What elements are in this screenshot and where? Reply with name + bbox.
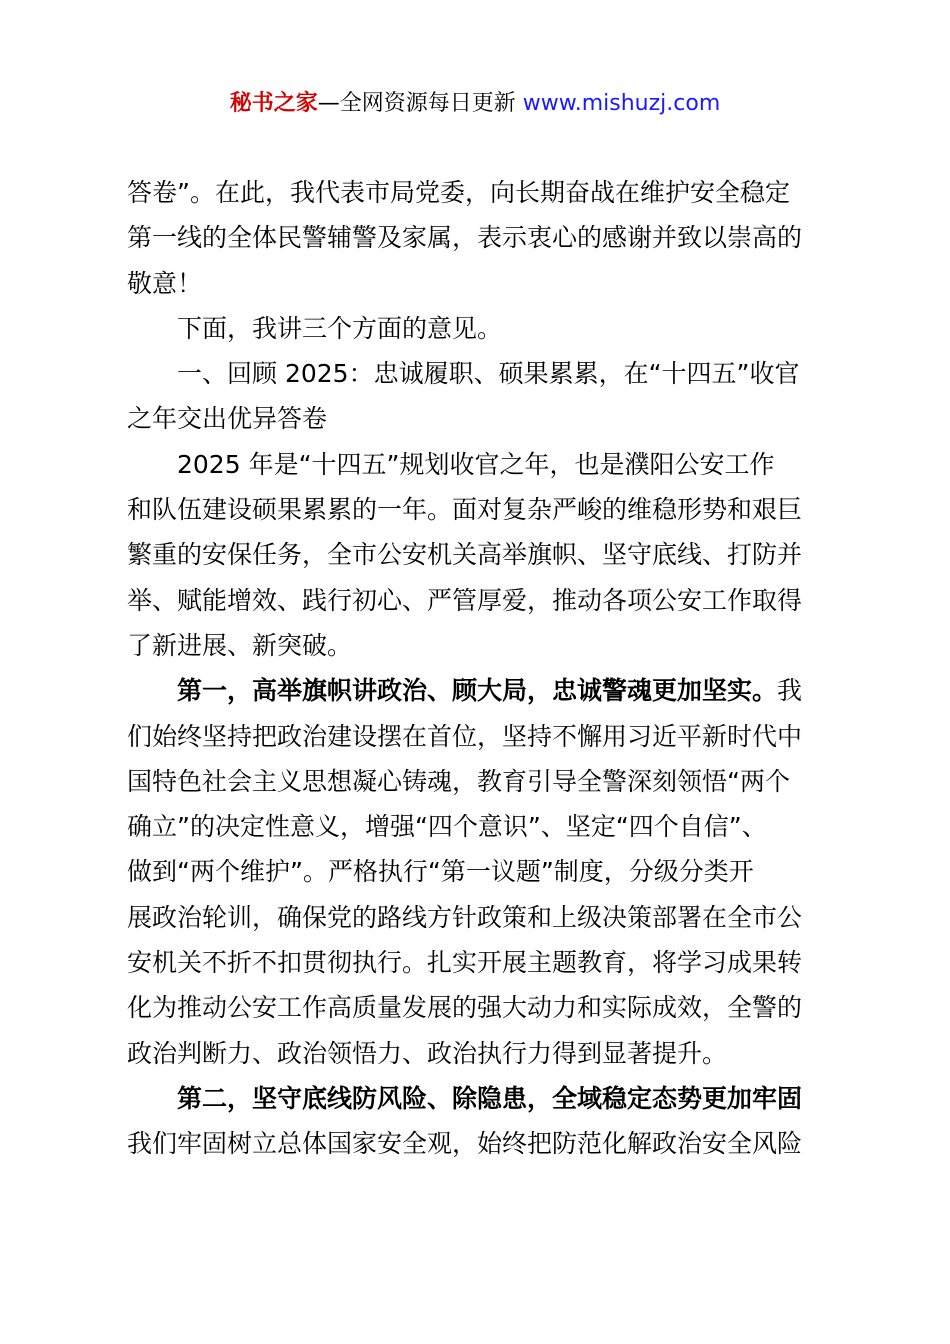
- text-line: 和队伍建设硕果累累的一年。面对复杂严峻的维稳形势和艰巨: [127, 495, 803, 525]
- paragraph-intro: 下面，我讲三个方面的意见。: [177, 313, 503, 343]
- header-tagline: —全网资源每日更新: [317, 91, 523, 116]
- text-line: 我们牢固树立总体国家安全观，始终把防范化解政治安全风险: [127, 1129, 803, 1159]
- text-line: 第一线的全体民警辅警及家属，表示衷心的感谢并致以崇高的: [127, 223, 803, 253]
- text-line: 答卷”。在此，我代表市局党委，向长期奋战在维护安全稳定: [127, 178, 790, 207]
- text-line: 了新进展、新突破。: [127, 630, 353, 660]
- text-line: 敬意！: [127, 268, 203, 298]
- section-heading-cont: 之年交出优异答卷: [127, 404, 328, 434]
- point-one-line: [127, 668, 833, 713]
- text-line: 安机关不折不扣贯彻执行。扎实开展主题教育，将学习成果转: [127, 948, 803, 978]
- text-line: 们始终坚持把政治建设摆在首位，坚持不懈用习近平新时代中: [127, 721, 803, 751]
- text-line: 确立”的决定性意义，增强“四个意识”、坚定“四个自信”、: [127, 812, 767, 842]
- text-line: 做到“两个维护”。严格执行“第一议题”制度，分级分类开: [127, 857, 754, 887]
- text-line: 展政治轮训，确保党的路线方针政策和上级决策部署在全市公: [127, 902, 803, 932]
- brand-name: 秘书之家: [229, 91, 318, 116]
- text-line: 繁重的安保任务，全市公安机关高举旗帜、坚守底线、打防并: [127, 540, 803, 570]
- text-line: 化为推动公安工作高质量发展的强大动力和实际成效，全警的: [127, 993, 803, 1023]
- page-header: [0, 88, 950, 120]
- point-one-lead: 我: [777, 676, 803, 706]
- point-two-heading: 第二，坚守底线防风险、除隐患，全域稳定态势更加牢固: [177, 1083, 803, 1113]
- point-one-heading: 第一，高举旗帜讲政治、顾大局，忠诚警魂更加坚实。: [177, 676, 778, 706]
- site-url[interactable]: www.mishuzj.com: [522, 91, 721, 116]
- text-line: 国特色社会主义思想凝心铸魂，教育引导全警深刻领悟“两个: [127, 766, 790, 796]
- document-body: [127, 170, 833, 1167]
- text-line: 举、赋能增效、践行初心、严管厚爱，推动各项公安工作取得: [127, 585, 803, 615]
- text-line: 2025 年是“十四五”规划收官之年，也是濮阳公安工作: [177, 449, 775, 479]
- text-line: 政治判断力、政治领悟力、政治执行力得到显著提升。: [127, 1038, 728, 1068]
- section-heading: 一、回顾 2025：忠诚履职、硕果累累，在“十四五”收官: [177, 359, 800, 389]
